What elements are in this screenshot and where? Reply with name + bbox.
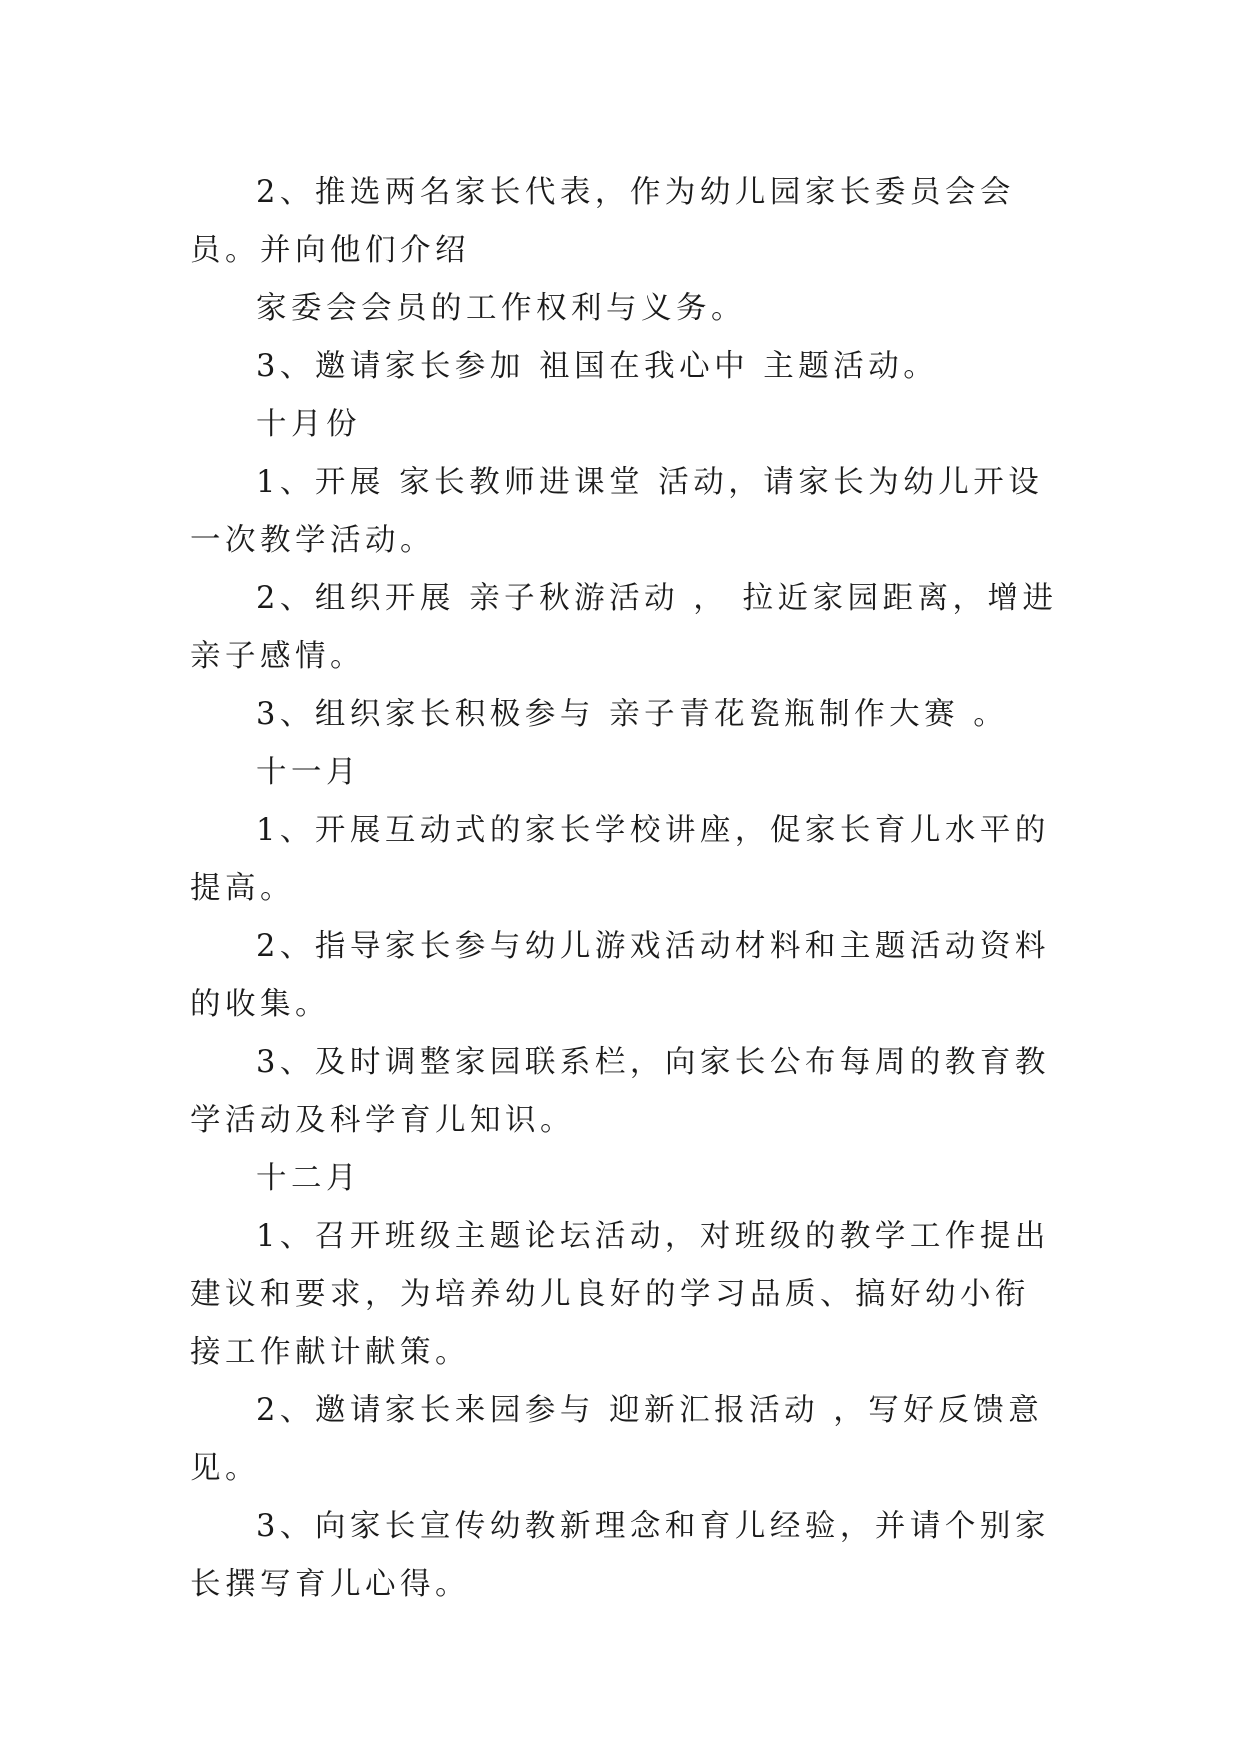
paragraph: 家委会会员的工作权利与义务。 (256, 291, 746, 326)
section-heading: 十一月 (256, 755, 361, 790)
document-body (190, 164, 1060, 1614)
paragraph: 2、组织开展 亲子秋游活动 ， 拉近家园距离，增进亲子感情。 (190, 581, 1058, 674)
paragraph: 3、及时调整家园联系栏，向家长公布每周的教育教学活动及科学育儿知识。 (190, 1045, 1050, 1138)
paragraph: 3、组织家长积极参与 亲子青花瓷瓶制作大赛 。 (256, 697, 1009, 732)
paragraph: 2、邀请家长来园参与 迎新汇报活动 ，写好反馈意见。 (190, 1393, 1044, 1486)
paragraph: 2、指导家长参与幼儿游戏活动材料和主题活动资料的收集。 (190, 929, 1050, 1022)
section-heading: 十二月 (256, 1161, 361, 1196)
section-heading: 十月份 (256, 407, 361, 442)
paragraph: 1、召开班级主题论坛活动，对班级的教学工作提出建议和要求，为培养幼儿良好的学习品质、搞好幼小衔接工作献计献策。 (190, 1219, 1050, 1370)
paragraph: 1、开展互动式的家长学校讲座，促家长育儿水平的提高。 (190, 813, 1050, 906)
paragraph: 1、开展 家长教师进课堂 活动，请家长为幼儿开设一次教学活动。 (190, 465, 1044, 558)
paragraph: 2、推选两名家长代表，作为幼儿园家长委员会会员。并向他们介绍 (190, 175, 1015, 268)
paragraph: 3、向家长宣传幼教新理念和育儿经验，并请个别家长撰写育儿心得。 (190, 1509, 1050, 1602)
paragraph: 3、邀请家长参加 祖国在我心中 主题活动。 (256, 349, 939, 384)
